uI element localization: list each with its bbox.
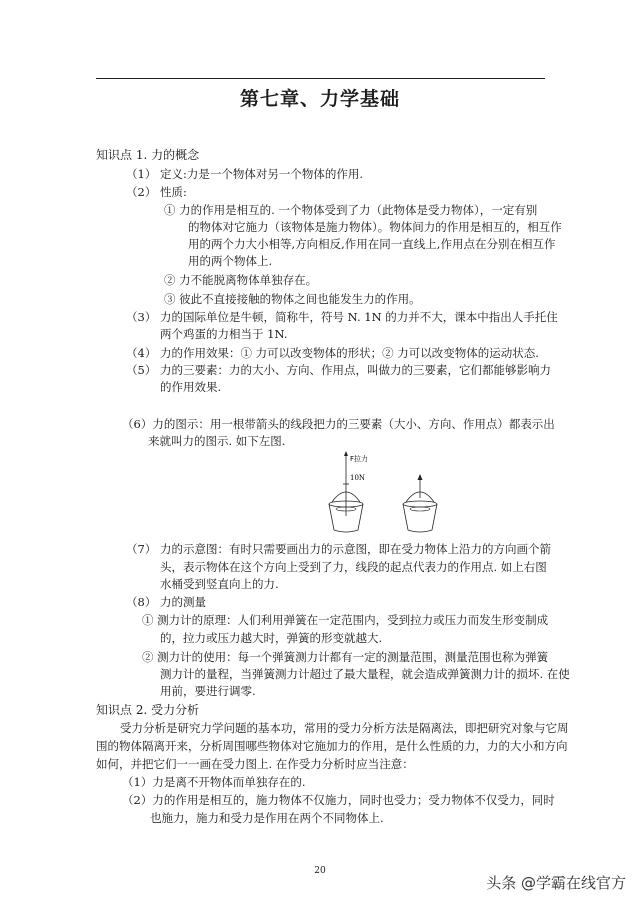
text-line: 受力分析是研究力学问题的基本功，常用的受力分析方法是隔离法，即把研究对象与它周 xyxy=(120,721,569,735)
right-bucket-figure xyxy=(403,474,437,532)
text-line: 两个鸡蛋的力相当于 1N. xyxy=(160,327,288,341)
section-heading: 知识点 1. 力的概念 xyxy=(96,148,200,162)
bucket-body xyxy=(403,504,437,532)
text-line: 头，表示物体在这个方向上受到了力，线段的起点代表力的作用点. 如上右图 xyxy=(160,560,547,574)
text-line: （7） 力的示意图：有时只需要画出力的示意图，即在受力物体上沿力的方向画个箭 xyxy=(126,542,551,556)
page-number: 20 xyxy=(314,866,326,876)
text-line: 测力计的量程，当弹簧测力计超过了最大量程，就会造成弹簧测力计的损坏. 在使 xyxy=(160,667,570,681)
text-line: ① 测力计的原理：人们利用弹簧在一定范围内，受到拉力或压力而发生形变制成 xyxy=(142,613,549,627)
text-line: （5） 力的三要素：力的大小、方向、作用点，叫做力的三要素，它们都能够影响力 xyxy=(126,363,551,377)
text-line: （2） 性质: xyxy=(126,185,187,199)
text-line: 的，拉力或压力越大时，弹簧的形变就越大. xyxy=(160,631,383,645)
text-line: ③ 彼此不直接接触的物体之间也能发生力的作用。 xyxy=(164,292,421,306)
text-line: （1）力是离不开物体而单独存在的. xyxy=(122,775,306,789)
text-line: 也施力，施力和受力是作用在两个不同物体上. xyxy=(150,811,384,825)
section-heading: 知识点 2. 受力分析 xyxy=(96,703,200,717)
text-line: 用前，要进行调零. xyxy=(160,684,256,698)
chapter-title: 第七章、力学基础 xyxy=(239,88,400,110)
watermark: 头条 @学霸在线官方 xyxy=(486,874,626,892)
force-arrow-head xyxy=(418,474,423,480)
text-line: （3） 力的国际单位是牛顿，简称牛，符号 N. 1N 的力并不大，课本中指出人手托住 xyxy=(126,310,558,324)
text-line: ② 力不能脱离物体单独存在。 xyxy=(164,273,318,287)
text-line: （1） 定义:力是一个物体对另一个物体的作用. xyxy=(126,167,363,181)
text-line: 围的物体隔离开来，分析周围哪些物体对它施加力的作用，是什么性质的力，力的大小和方向 xyxy=(96,739,568,753)
force-diagram xyxy=(320,450,450,540)
text-line: （4） 力的作用效果：① 力可以改变物体的形状；② 力可以改变物体的运动状态. xyxy=(126,346,539,360)
text-line: 用的两个物体上. xyxy=(188,254,273,268)
text-line: 水桶受到竖直向上的力. xyxy=(160,577,279,591)
force-arrow-head xyxy=(344,451,348,456)
text-line: 来就叫力的图示. 如下左图. xyxy=(148,434,286,448)
text-line: ② 测力计的使用：每一个弹簧测力计都有一定的测量范围，测量范围也称为弹簧 xyxy=(142,650,549,664)
text-line: （6）力的图示：用一根带箭头的线段把力的三要素（大小、方向、作用点）都表示出 xyxy=(122,417,555,431)
text-line: 的作用效果. xyxy=(160,380,222,394)
text-line: 如何，并把它们一一画在受力图上. 在作受力分析时应当注意： xyxy=(96,757,414,771)
text-line: （8） 力的测量 xyxy=(126,595,206,609)
force-label: F拉力 xyxy=(350,455,369,463)
left-bucket-figure xyxy=(329,451,368,532)
text-line: 用的两个力大小相等,方向相反,作用在同一直线上,作用点在分别在相互作 xyxy=(188,237,556,251)
text-line: ① 力的作用是相互的. 一个物体受到了力（此物体是受力物体），一定有别 xyxy=(164,203,538,217)
text-line: （2）力的作用是相互的，施力物体不仅施力，同时也受力；受力物体不仅受力，同时 xyxy=(122,793,555,807)
header-rule xyxy=(96,78,545,79)
text-line: 的物体对它施力（该物体是施力物体）。物体间力的作用是相互的，相互作 xyxy=(188,220,562,234)
scale-label: 10N xyxy=(350,474,366,482)
